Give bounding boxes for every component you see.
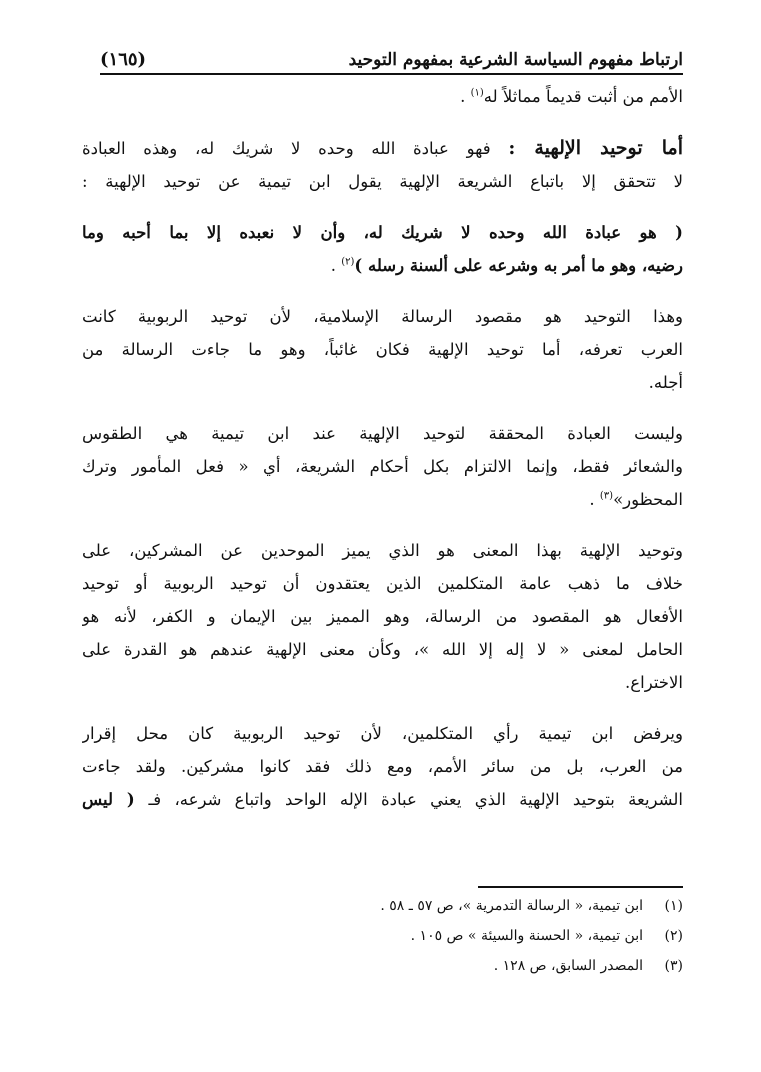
text-line: [82, 333, 683, 366]
line-text: وتوحيد الإلهية بهذا المعنى هو الذي يميز الموحدين عن المشركين، على: [82, 541, 683, 560]
text-line: [82, 80, 683, 113]
line-text: الشريعة بتوحيد الإلهية الذي يعني عبادة الإله الواحد واتباع شرعه، فـ: [148, 790, 683, 809]
footnote-ref: (١): [470, 87, 484, 99]
line-text: وليست العبادة المحققة لتوحيد الإلهية عند ابن تيمية هي الطقوس: [82, 424, 683, 443]
text-line: [82, 717, 683, 750]
text-line: [82, 600, 683, 633]
text-line: [82, 666, 683, 699]
line-text: والشعائر فقط، وإنما الالتزام بكل أحكام الشريعة، أي « فعل المأمور وترك: [82, 457, 683, 476]
line-text: الأفعال هو المقصود من الرسالة، وهو المميز بين الإيمان و الكفر، لأنه هو: [82, 607, 683, 626]
text-line: [82, 450, 683, 483]
footnote: [82, 898, 683, 914]
footnote-text: ابن تيمية، « الرسالة التدمرية »، ص ٥٧ ـ ٥٨ .: [380, 898, 643, 914]
text-line: [82, 366, 683, 399]
quote-text: رضيه، وهو ما أمر به وشرعه على ألسنة رسله ): [354, 256, 683, 275]
line-text: لا تتحقق إلا باتباع الشريعة الإلهية يقول ابن تيمية عن توحيد الإلهية :: [82, 172, 683, 191]
line-text: الحامل لمعنى « لا إله إلا الله »، وكأن معنى الإلهية عندهم هو القدرة على: [82, 640, 683, 659]
text-line: [82, 249, 683, 282]
text-line: [82, 483, 683, 516]
footnote: [82, 958, 683, 974]
footnote-text: المصدر السابق، ص ١٢٨ .: [493, 958, 643, 974]
running-header: [100, 40, 683, 75]
footnote-separator: [478, 886, 683, 888]
line-text: أجله.: [648, 373, 683, 392]
footnote-number: (٣): [664, 958, 683, 974]
footnote-ref: (٢): [341, 256, 355, 268]
header-title: ارتباط مفهوم السياسة الشرعية بمفهوم التوحيد: [348, 50, 683, 70]
footnote-text: ابن تيمية، « الحسنة والسيئة » ص ١٠٥ .: [410, 928, 643, 944]
text-line: [82, 567, 683, 600]
section-lead: أما توحيد الإلهية :: [508, 137, 683, 159]
text-line: [82, 216, 683, 249]
text-line: [82, 534, 683, 567]
line-tail: .: [589, 490, 600, 509]
line-tail: .: [330, 256, 342, 275]
line-text: فهو عبادة الله وحده لا شريك له، وهذه العبادة: [82, 139, 509, 158]
line-text: وهذا التوحيد هو مقصود الرسالة الإسلامية، لأن توحيد الربوبية كانت: [82, 307, 683, 326]
page-number: (١٦٥): [100, 49, 147, 70]
line-text: المحظور»: [613, 490, 683, 509]
line-text: ويرفض ابن تيمية رأي المتكلمين، لأن توحيد الربوبية كان محل إقرار: [82, 724, 683, 743]
text-line: [82, 417, 683, 450]
footnote-number: (١): [664, 898, 683, 914]
line-text: من العرب، بل من سائر الأمم، ومع ذلك فقد كانوا مشركين. ولقد جاءت: [82, 757, 683, 776]
text-line: [82, 633, 683, 666]
text-line: [82, 165, 683, 198]
line-text: الاختراع.: [625, 673, 683, 692]
quote-text: ( هو عبادة الله وحده لا شريك له، وأن لا نعبده إلا بما أحبه وما: [82, 223, 683, 242]
footnote-number: (٢): [664, 928, 683, 944]
line-text: الأمم من أثبت قديماً مماثلاً له: [483, 87, 683, 106]
text-line: [82, 132, 683, 165]
line-tail-bold: ( ليس: [82, 790, 149, 809]
line-text: خلاف ما ذهب عامة المتكلمين الذين يعتقدون أن توحيد الربوبية أو توحيد: [82, 574, 683, 593]
text-line: [82, 300, 683, 333]
footnote: [82, 928, 683, 944]
text-line: [82, 750, 683, 783]
footnote-ref: (٣): [599, 490, 614, 502]
line-tail: .: [460, 87, 471, 106]
line-text: العرب تعرفه، أما توحيد الإلهية فكان غائباً، وهو ما جاءت الرسالة من: [82, 340, 683, 359]
text-line: [82, 783, 683, 816]
